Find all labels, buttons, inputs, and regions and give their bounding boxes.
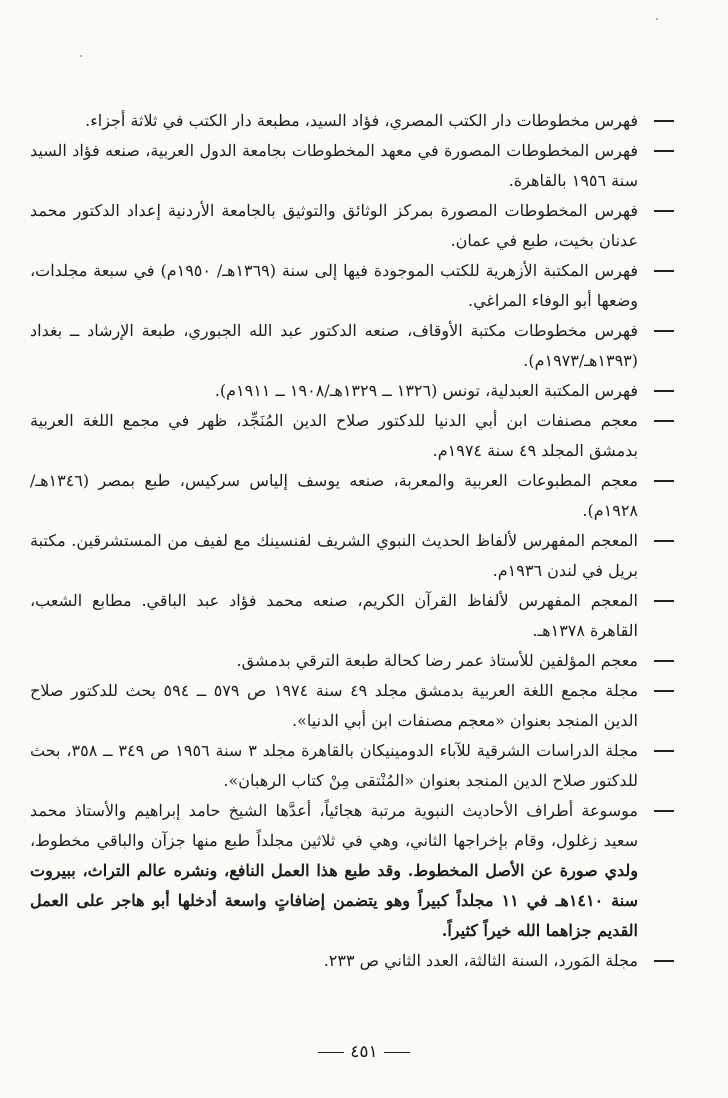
entry-text: مجلة مجمع اللغة العربية بدمشق مجلد ٤٩ سنة ١٩٧٤ ص ٥٧٩ ــ ٥٩٤ بحث للدكتور صلاح الدين المنجد بعنوان «معجم مصنفات ابن أبي الدنيا». (30, 681, 639, 730)
bibliography-entry (30, 106, 674, 136)
entry-text: فهرس المكتبة الأزهرية للكتب الموجودة فيها إلى سنة (١٣٦٩هـ/ ١٩٥٠م) في سبعة مجلدات، وضعها أبو الوفاء المراغي. (30, 261, 638, 310)
page-number: ٤٥١ (350, 1042, 378, 1062)
entry-text: فهرس مخطوطات دار الكتب المصري، فؤاد السيد، مطبعة دار الكتب في ثلاثة أجزاء. (85, 111, 638, 130)
entry-dash (654, 660, 674, 662)
page-footer (0, 1040, 728, 1064)
footer-dash (318, 1052, 344, 1054)
entry-dash (654, 210, 674, 212)
entry-dash (654, 270, 674, 272)
bibliography-entry (30, 466, 674, 526)
bibliography-entry (30, 736, 674, 796)
scan-speck (656, 18, 658, 20)
bibliography-entry (30, 406, 674, 466)
scan-speck (80, 55, 82, 57)
entry-text: فهرس مخطوطات مكتبة الأوقاف، صنعه الدكتور عبد الله الجبوري، طبعة الإرشاد ــ بغداد (١٣٩٣هـ/١٩٧٣م). (30, 321, 638, 370)
entry-text: معجم المؤلفين للأستاذ عمر رضا كحالة طبعة الترقي بدمشق. (236, 651, 638, 670)
bibliography-entry (30, 946, 674, 976)
bibliography-entry (30, 256, 674, 316)
entry-text: فهرس المخطوطات المصورة بمركز الوثائق والتوثيق بالجامعة الأردنية إعداد الدكتور محمد عدنان بخيت، طبع في عمان. (30, 201, 638, 250)
entry-dash (654, 600, 674, 602)
entry-text-bold: ولدي صورة عن الأصل المخطوط. وقد طبع هذا العمل النافع، ونشره عالم التراث، ببيروت سنة ١٤١٠هـ في ١١ مجلداً كبيراً وهو يتضمن إضافاتٍ واسعة أدخلها أبو هاجر على العمل القديم جزاهما الله خيراً كثيراً. (30, 861, 638, 940)
entry-dash (654, 330, 674, 332)
footer-dash (384, 1052, 410, 1054)
bibliography-entry (30, 526, 674, 586)
bibliography-entry (30, 316, 674, 376)
entry-text: مجلة الدراسات الشرقية للآباء الدومينيكان بالقاهرة مجلد ٣ سنة ١٩٥٦ ص ٣٤٩ ــ ٣٥٨، بحث للدكتور صلاح الدين المنجد بعنوان «المُنْتقى مِنْ كتاب الرهبان». (30, 741, 638, 790)
entry-text: مجلة المَورد، السنة الثالثة، العدد الثاني ص ٢٣٣. (323, 951, 638, 970)
entry-dash (654, 540, 674, 542)
entry-text: معجم مصنفات ابن أبي الدنيا للدكتور صلاح الدين المُنَجِّد، ظهر في مجمع اللغة العربية بدمشق المجلد ٤٩ سنة ١٩٧٤م. (30, 411, 638, 460)
entry-dash (654, 420, 674, 422)
entry-dash (654, 150, 674, 152)
bibliography-entry (30, 196, 674, 256)
entry-text: المعجم المفهرس لألفاظ الحديث النبوي الشريف لفنسينك مع لفيف من المستشرقين. مكتبة بريل في لندن ١٩٣٦م. (30, 531, 638, 580)
bibliography-list (30, 106, 674, 976)
entry-text: المعجم المفهرس لألفاظ القرآن الكريم، صنعه محمد فؤاد عبد الباقي. مطابع الشعب، القاهرة ١٣٧٨هـ. (30, 591, 638, 640)
entry-text: فهرس المخطوطات المصورة في معهد المخطوطات بجامعة الدول العربية، صنعه فؤاد السيد سنة ١٩٥٦ بالقاهرة. (30, 141, 638, 190)
entry-dash (654, 750, 674, 752)
entry-dash (654, 810, 674, 812)
bibliography-entry (30, 136, 674, 196)
bibliography-entry (30, 676, 674, 736)
bibliography-entry (30, 586, 674, 646)
entry-dash (654, 960, 674, 962)
entry-dash (654, 390, 674, 392)
entry-text: معجم المطبوعات العربية والمعربة، صنعه يوسف إلياس سركيس، طبع بمصر (١٣٤٦هـ/١٩٢٨م). (30, 471, 638, 520)
entry-dash (654, 690, 674, 692)
bibliography-entry (30, 646, 674, 676)
bibliography-entry (30, 796, 674, 946)
entry-text: فهرس المكتبة العبدلية، تونس (١٣٢٦ ــ ١٣٢٩هـ/١٩٠٨ ــ ١٩١١م). (214, 381, 638, 400)
entry-dash (654, 480, 674, 482)
entry-dash (654, 120, 674, 122)
bibliography-entry (30, 376, 674, 406)
entry-text: موسوعة أطراف الأحاديث النبوية مرتبة هجائياً، أعدَّها الشيخ حامد إبراهيم والأستاذ محمد سعيد زغلول، وقام بإخراجها الثاني، وهي في ثلاثين مجلداً طبع منها جزآن والباقي مخطوط، (30, 801, 638, 850)
